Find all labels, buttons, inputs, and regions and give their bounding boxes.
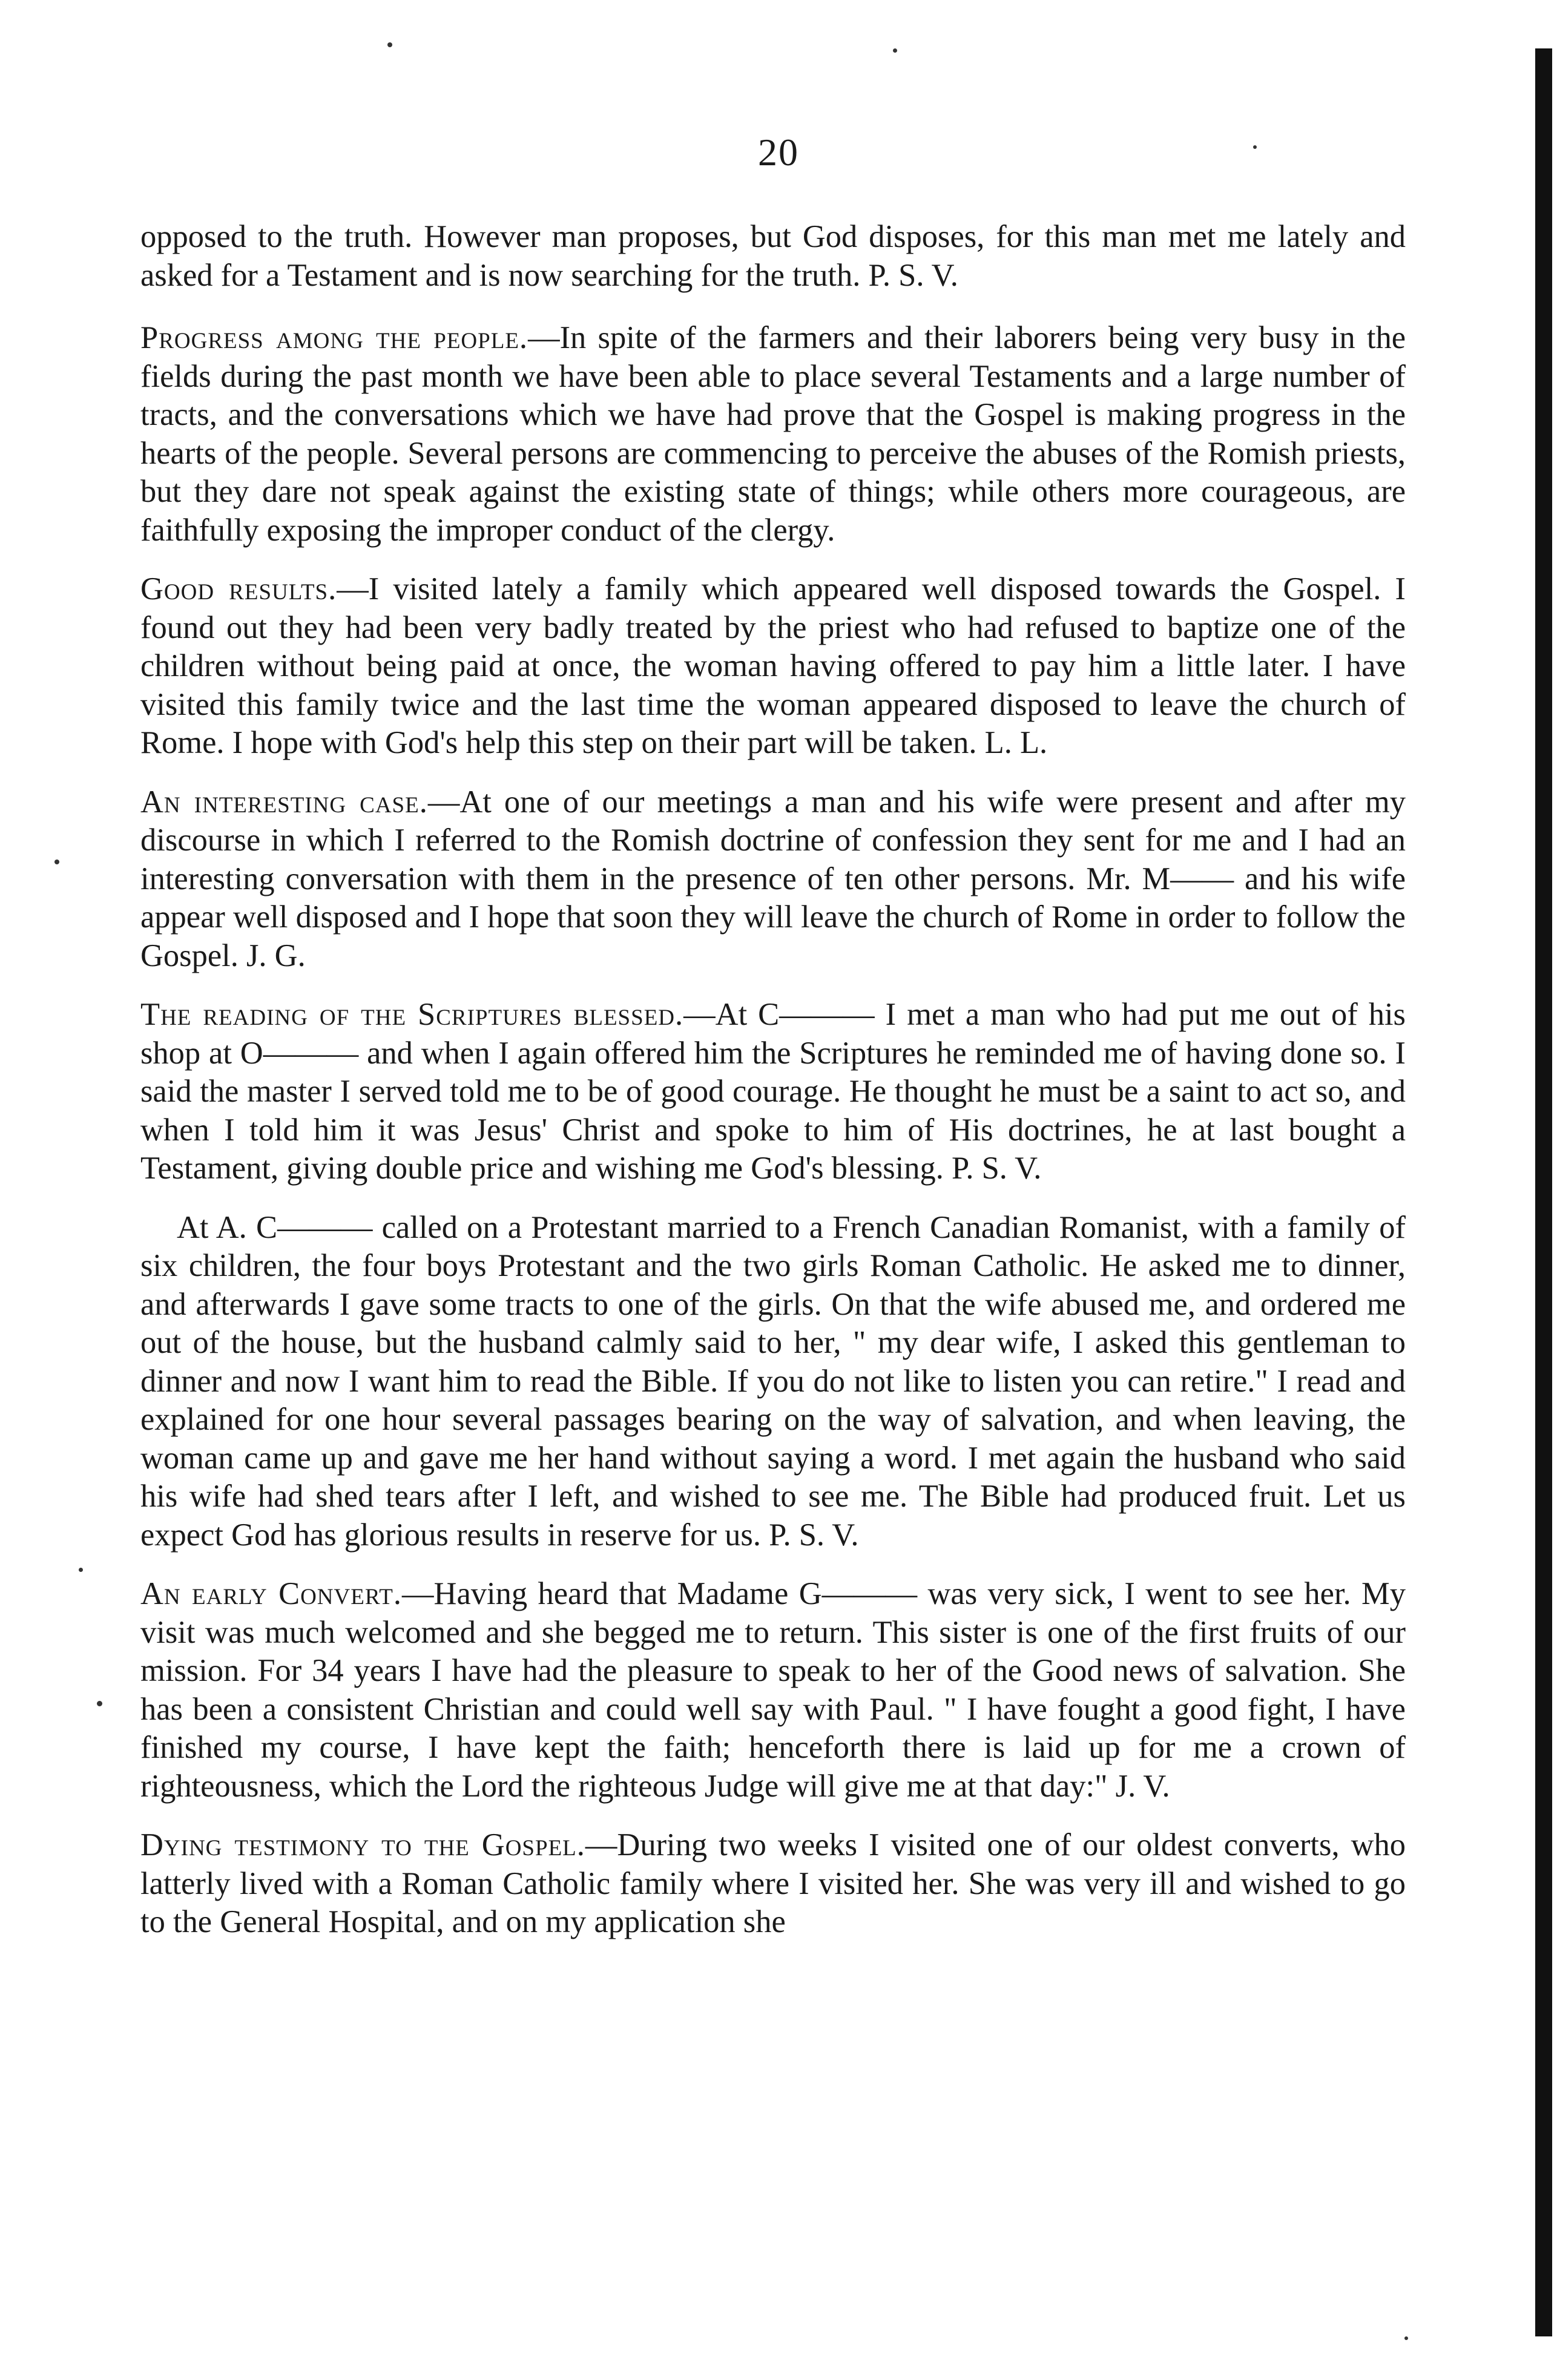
paragraph-early-convert	[140, 1575, 1406, 1806]
paragraph-heading: The reading of the Scriptures blessed.	[140, 997, 684, 1032]
paragraph-protestant-family	[140, 1209, 1406, 1555]
page-body	[140, 218, 1406, 1962]
paragraph-heading: Progress among the people.	[140, 320, 528, 355]
paragraph-progress-among-people	[140, 319, 1406, 550]
scan-speck	[54, 860, 59, 864]
paragraph-reading-scriptures-blessed	[140, 996, 1406, 1188]
paragraph-text: —At C——— I met a man who had put me out of his shop at O——— and when I again offered him the Scriptures he reminded me of having done so. I said the master I served told me to be of good courage. He thought he must be a saint to act so, and when I told him it was Jesus' Christ and spoke to him of His doctrines, he at last bought a Testament, giving double price and wishing me God's blessing. P. S. V.	[140, 997, 1406, 1186]
paragraph-text: At A. C——— called on a Protestant married to a French Canadian Romanist, with a family of six children, the four boys Protestant and the two girls Roman Catholic. He asked me to dinner, and afterwards I gave some tracts to one of the girls. On that the wife abused me, and ordered me out of the house, but the husband calmly said to her, " my dear wife, I asked this gentleman to dinner and now I want him to read the Bible. If you do not like to listen you can retire." I read and explained for one hour several passages bearing on the way of salvation, and when leaving, the woman came up and gave me her hand without saying a word. I met again the husband who said his wife had shed tears after I left, and wished to see me. The Bible had produced fruit. Let us expect God has glorious results in reserve for us. P. S. V.	[140, 1209, 1406, 1553]
paragraph-heading: Dying testimony to the Gospel.	[140, 1827, 585, 1862]
scan-speck	[387, 42, 392, 47]
paragraph-text: —At one of our meetings a man and his wife were present and after my discourse in which I referred to the Romish doctrine of confession they sent for me and I had an interesting conversation with them in the presence of ten other persons. Mr. M—— and his wife appear well disposed and I hope that soon they will leave the church of Rome in order to follow the Gospel. J. G.	[140, 784, 1406, 973]
paragraph-heading: An interesting case.	[140, 784, 428, 820]
scan-speck	[1404, 2336, 1408, 2340]
paragraph-dying-testimony	[140, 1826, 1406, 1942]
scan-speck	[97, 1701, 102, 1706]
paragraph-good-results	[140, 570, 1406, 763]
scan-edge-shadow	[1535, 48, 1552, 2336]
scan-speck	[79, 1568, 83, 1572]
paragraph-text: —Having heard that Madame G——— was very sick, I went to see her. My visit was much welcomed and she begged me to return. This sister is one of the first fruits of our mission. For 34 years I have had the pleasure to speak to her of the Good news of salvation. She has been a consistent Christian and could well say with Paul. " I have fought a good fight, I have finished my course, I have kept the faith; henceforth there is laid up for me a crown of righteousness, which the Lord the righteous Judge will give me at that day:" J. V.	[140, 1576, 1406, 1804]
scan-speck	[893, 48, 897, 53]
paragraph-text: —I visited lately a family which appeared well disposed towards the Gospel. I found out they had been very badly treated by the priest who had refused to baptize one of the children without being paid at once, the woman having offered to pay him a little later. I have visited this family twice and the last time the woman appeared disposed to leave the church of Rome. I hope with God's help this step on their part will be taken. L. L.	[140, 571, 1406, 760]
paragraph-continuation	[140, 218, 1406, 295]
paragraph-text: opposed to the truth. However man proposes, but God disposes, for this man met me lately and asked for a Testament and is now searching for the truth. P. S. V.	[140, 219, 1406, 293]
scan-speck	[1253, 145, 1257, 149]
paragraph-text: —In spite of the farmers and their laborers being very busy in the fields during the past month we have been able to place several Testaments and a large number of tracts, and the conversations which we have had prove that the Gospel is making progress in the hearts of the people. Several persons are commencing to perceive the abuses of the Romish priests, but they dare not speak against the existing state of things; while others more courageous, are faithfully exposing the improper conduct of the clergy.	[140, 320, 1406, 548]
paragraph-heading: An early Convert.	[140, 1576, 403, 1611]
page-number: 20	[758, 131, 799, 174]
paragraph-text: —During two weeks I visited one of our oldest converts, who latterly lived with a Roman Catholic family where I visited her. She was very ill and wished to go to the General Hospital, and on my application she	[140, 1827, 1406, 1939]
paragraph-interesting-case	[140, 783, 1406, 976]
paragraph-heading: Good results.	[140, 571, 337, 607]
